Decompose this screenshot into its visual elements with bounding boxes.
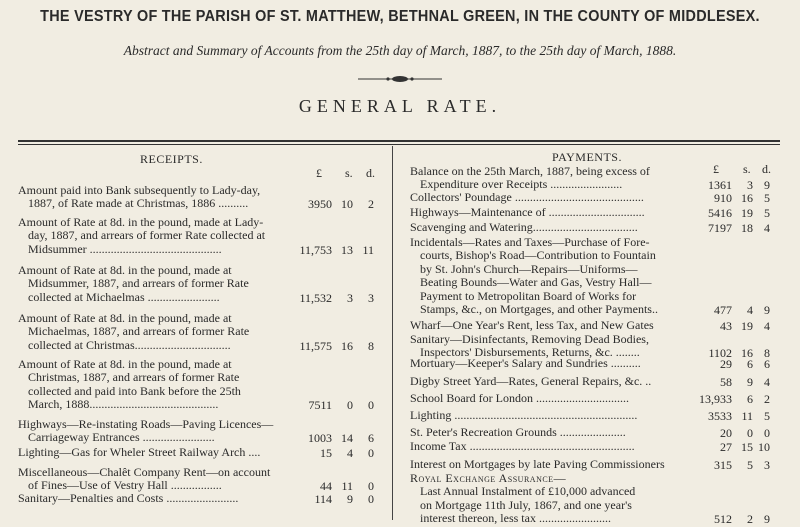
payments-amount-shillings: 19	[741, 206, 753, 220]
top-rule-thin	[18, 144, 780, 145]
payments-amount-pence: 5	[764, 191, 770, 205]
payments-amount-shillings: 11	[741, 409, 753, 423]
payments-amount-shillings: 19	[741, 319, 753, 333]
document-title: THE VESTRY OF THE PARISH OF ST. MATTHEW, BETHNAL GREEN, IN THE COUNTY OF MIDDLESEX.	[40, 8, 760, 25]
receipts-entry-text: Miscellaneous—Chalêt Company Rent—on account	[18, 465, 271, 479]
payments-entry-text: St. Peter's Recreation Grounds ......................	[410, 425, 626, 439]
payments-amount-pence: 4	[764, 221, 770, 235]
receipts-amount-shillings: 10	[341, 197, 353, 212]
payments-amount-pounds: 512	[714, 512, 732, 527]
payments-entry-text: Collectors' Poundage ...........................................	[410, 190, 644, 204]
receipts-entry	[18, 184, 300, 211]
payments-amount-pounds: 5416	[708, 206, 732, 220]
payments-entry	[410, 191, 700, 204]
payments-amount-pence: 0	[764, 426, 770, 440]
payments-pence-header: d.	[762, 162, 771, 176]
receipts-entry	[18, 492, 300, 505]
receipts-amount-shillings: 11	[341, 479, 353, 494]
receipts-entry-text: Sanitary—Penalties and Costs ........................	[18, 491, 239, 505]
payments-entry	[410, 409, 700, 422]
payments-amount-pence: 5	[764, 206, 770, 220]
payments-entry	[410, 426, 700, 439]
payments-amount-pence: 9	[764, 303, 770, 317]
receipts-entry	[18, 466, 300, 493]
payments-amount-shillings: 15	[741, 440, 753, 454]
receipts-entry	[18, 358, 300, 412]
receipts-entry-text: Midsummer, 1887, and arrears of former Rate	[28, 276, 249, 291]
payments-amount-shillings: 6	[747, 357, 753, 371]
payments-entry-text: Highways—Maintenance of ................................	[410, 205, 645, 219]
payments-amount-pounds: 20	[720, 426, 732, 440]
payments-amount-shillings: 18	[741, 221, 753, 235]
payments-amount-pence: 10	[758, 440, 770, 454]
payments-amount-shillings: 2	[747, 512, 753, 527]
payments-amount-pence: 4	[764, 375, 770, 389]
section-heading: GENERAL RATE.	[298, 96, 502, 116]
receipts-entry-text: Christmas, 1887, and arrears of former Rate	[28, 370, 240, 385]
payments-amount-shillings: 9	[747, 375, 753, 389]
payments-entry	[410, 206, 700, 219]
payments-entry-text: Mortuary—Keeper's Salary and Sundries ..........	[410, 356, 641, 370]
payments-entry-text: Royal Exchange Assurance—	[410, 471, 567, 485]
payments-entry-text: Balance on the 25th March, 1887, being excess of	[410, 164, 650, 178]
payments-entry-text: Wharf—One Year's Rent, less Tax, and New Gates	[410, 318, 654, 332]
payments-entry-text: Incidentals—Rates and Taxes—Purchase of Fore-	[410, 235, 650, 249]
receipts-amount-pence: 3	[368, 290, 374, 305]
receipts-amount-pounds: 11,575	[299, 338, 332, 353]
receipts-amount-pence: 11	[362, 242, 374, 257]
payments-amount-pence: 9	[764, 512, 770, 527]
payments-entry-text: Income Tax .......................................................	[410, 439, 635, 453]
payments-amount-shillings: 0	[747, 426, 753, 440]
payments-amount-pounds: 910	[714, 191, 732, 205]
receipts-amount-pence: 2	[368, 197, 374, 212]
payments-entry	[410, 357, 700, 370]
payments-entry-text: Beating Bounds—Water and Gas, Vestry Hall—	[420, 275, 652, 290]
payments-entry	[410, 392, 700, 405]
receipts-heading: RECEIPTS.	[140, 152, 203, 166]
payments-amount-shillings: 16	[741, 346, 753, 361]
payments-entry	[410, 319, 700, 332]
receipts-amount-shillings: 4	[347, 446, 353, 460]
receipts-entry-text: March, 1888...........................................	[28, 397, 219, 412]
receipts-entry-text: collected at Michaelmas ........................	[28, 289, 220, 304]
payments-amount-pence: 8	[764, 346, 770, 361]
receipts-entry-text: Amount of Rate at 8d. in the pound, made at Lady-	[18, 215, 264, 229]
payments-entry	[410, 472, 700, 526]
receipts-entry-text: Carriageway Entrances ........................	[28, 430, 215, 445]
payments-amount-pence: 5	[764, 409, 770, 423]
payments-entry	[410, 165, 700, 192]
receipts-amount-shillings: 9	[347, 492, 353, 506]
receipts-entry-text: Highways—Re-instating Roads—Paving Licences—	[18, 417, 274, 431]
receipts-pence-header: d.	[366, 166, 375, 180]
payments-entry	[410, 221, 700, 234]
receipts-amount-pounds: 3950	[308, 197, 332, 212]
receipts-amount-pounds: 1003	[308, 431, 332, 446]
receipts-entry	[18, 264, 300, 304]
receipts-entry-text: Amount of Rate at 8d. in the pound, made at	[18, 311, 232, 325]
payments-amount-pounds: 13,933	[699, 392, 732, 406]
receipts-amount-shillings: 13	[341, 242, 353, 257]
receipts-amount-pounds: 44	[320, 479, 332, 494]
payments-amount-shillings: 3	[747, 178, 753, 193]
payments-amount-pounds: 1102	[708, 346, 732, 361]
payments-entry	[410, 458, 700, 471]
payments-entry	[410, 375, 700, 388]
payments-amount-pence: 3	[764, 458, 770, 472]
receipts-entry-text: Amount paid into Bank subsequently to Lady-day,	[18, 183, 261, 197]
receipts-amount-shillings: 16	[341, 338, 353, 353]
payments-entry-text: Interest on Mortgages by late Paving Commissioners	[410, 457, 665, 471]
receipts-entry-text: Michaelmas, 1887, and arrears of former Rate	[28, 324, 250, 339]
receipts-amount-shillings: 14	[341, 431, 353, 446]
receipts-entry-text: collected and paid into Bank before the 25th	[28, 383, 241, 398]
document-subtitle: Abstract and Summary of Accounts from the 25th day of March, 1887, to the 25th day of March, 1888.	[123, 43, 677, 58]
receipts-amount-pence: 0	[368, 479, 374, 494]
top-rule	[18, 140, 780, 142]
payments-amount-shillings: 4	[747, 303, 753, 317]
payments-entry-text: by St. John's Church—Repairs—Uniforms—	[420, 261, 638, 276]
payments-heading: PAYMENTS.	[552, 150, 622, 164]
receipts-amount-shillings: 3	[347, 290, 353, 305]
payments-amount-pence: 6	[764, 357, 770, 371]
receipts-entry-text: Amount of Rate at 8d. in the pound, made at	[18, 263, 232, 277]
receipts-entry-text: Midsummer ............................................	[28, 241, 222, 256]
receipts-entry-text: collected at Christmas................................	[28, 337, 231, 352]
receipts-amount-pounds: 15	[320, 446, 332, 460]
payments-amount-pence: 9	[764, 178, 770, 193]
payments-amount-pounds: 477	[714, 303, 732, 317]
payments-entry-text: Digby Street Yard—Rates, General Repairs, &c. ..	[410, 374, 652, 388]
receipts-amount-pence: 8	[368, 338, 374, 353]
receipts-entry-text: 1887, of Rate made at Christmas, 1886 ..........	[28, 196, 249, 211]
payments-entry-text: Stamps, &c., on Mortgages, and other Payments..	[420, 302, 658, 317]
payments-shillings-header: s.	[743, 162, 751, 176]
payments-amount-pence: 4	[764, 319, 770, 333]
payments-entry-text: on Mortgage 11th July, 1867, and one year's	[420, 497, 632, 512]
payments-entry-text: Sanitary—Disinfectants, Removing Dead Bodies,	[410, 332, 649, 346]
payments-entry-text: Lighting .............................................................	[410, 408, 638, 422]
column-divider	[392, 146, 393, 520]
payments-entry-text: Inspectors' Disbursements, Returns, &c. ........	[420, 345, 640, 360]
payments-amount-shillings: 6	[747, 392, 753, 406]
receipts-amount-pence: 0	[368, 398, 374, 413]
receipts-entry	[18, 446, 300, 459]
receipts-entry-text: of Fines—Use of Vestry Hall .................	[28, 478, 222, 493]
payments-amount-pounds: 58	[720, 375, 732, 389]
payments-entry	[410, 440, 700, 453]
receipts-pounds-header: £	[316, 166, 322, 180]
payments-amount-pounds: 1361	[708, 178, 732, 193]
payments-pounds-header: £	[713, 162, 719, 176]
receipts-entry	[18, 312, 300, 352]
payments-amount-pounds: 27	[720, 440, 732, 454]
receipts-amount-pounds: 11,753	[299, 242, 332, 257]
payments-amount-pounds: 29	[720, 357, 732, 371]
receipts-entry-text: day, 1887, and arrears of former Rate collected at	[28, 228, 266, 243]
payments-amount-pence: 2	[764, 392, 770, 406]
receipts-amount-pence: 0	[368, 492, 374, 506]
payments-amount-pounds: 7197	[708, 221, 732, 235]
payments-amount-pounds: 3533	[708, 409, 732, 423]
receipts-entry	[18, 418, 300, 445]
receipts-amount-pounds: 114	[314, 492, 332, 506]
payments-entry-text: Last Annual Instalment of £10,000 advanced	[420, 484, 636, 499]
payments-entry-text: School Board for London ...............................	[410, 391, 629, 405]
payments-amount-pounds: 315	[714, 458, 732, 472]
receipts-entry	[18, 216, 300, 256]
payments-entry-text: Expenditure over Receipts ........................	[420, 177, 623, 192]
receipts-amount-pounds: 11,532	[299, 290, 332, 305]
receipts-amount-pounds: 7511	[308, 398, 332, 413]
receipts-amount-pence: 0	[368, 446, 374, 460]
payments-amount-shillings: 16	[741, 191, 753, 205]
receipts-amount-pence: 6	[368, 431, 374, 446]
payments-entry-text: Scavenging and Watering...................................	[410, 220, 638, 234]
receipts-entry-text: Lighting—Gas for Wheler Street Railway Arch ....	[18, 445, 261, 459]
payments-amount-pounds: 43	[720, 319, 732, 333]
payments-entry-text: interest thereon, less tax ........................	[420, 511, 611, 526]
receipts-entry-text: Amount of Rate at 8d. in the pound, made at	[18, 357, 232, 371]
divider-ornament-icon	[358, 74, 442, 84]
payments-entry-text: courts, Bishop's Road—Contribution to Fountain	[420, 248, 656, 263]
receipts-amount-shillings: 0	[347, 398, 353, 413]
payments-amount-shillings: 5	[747, 458, 753, 472]
payments-entry-text: Payment to Metropolitan Board of Works for	[420, 288, 637, 303]
payments-entry	[410, 236, 700, 316]
receipts-shillings-header: s.	[345, 166, 353, 180]
